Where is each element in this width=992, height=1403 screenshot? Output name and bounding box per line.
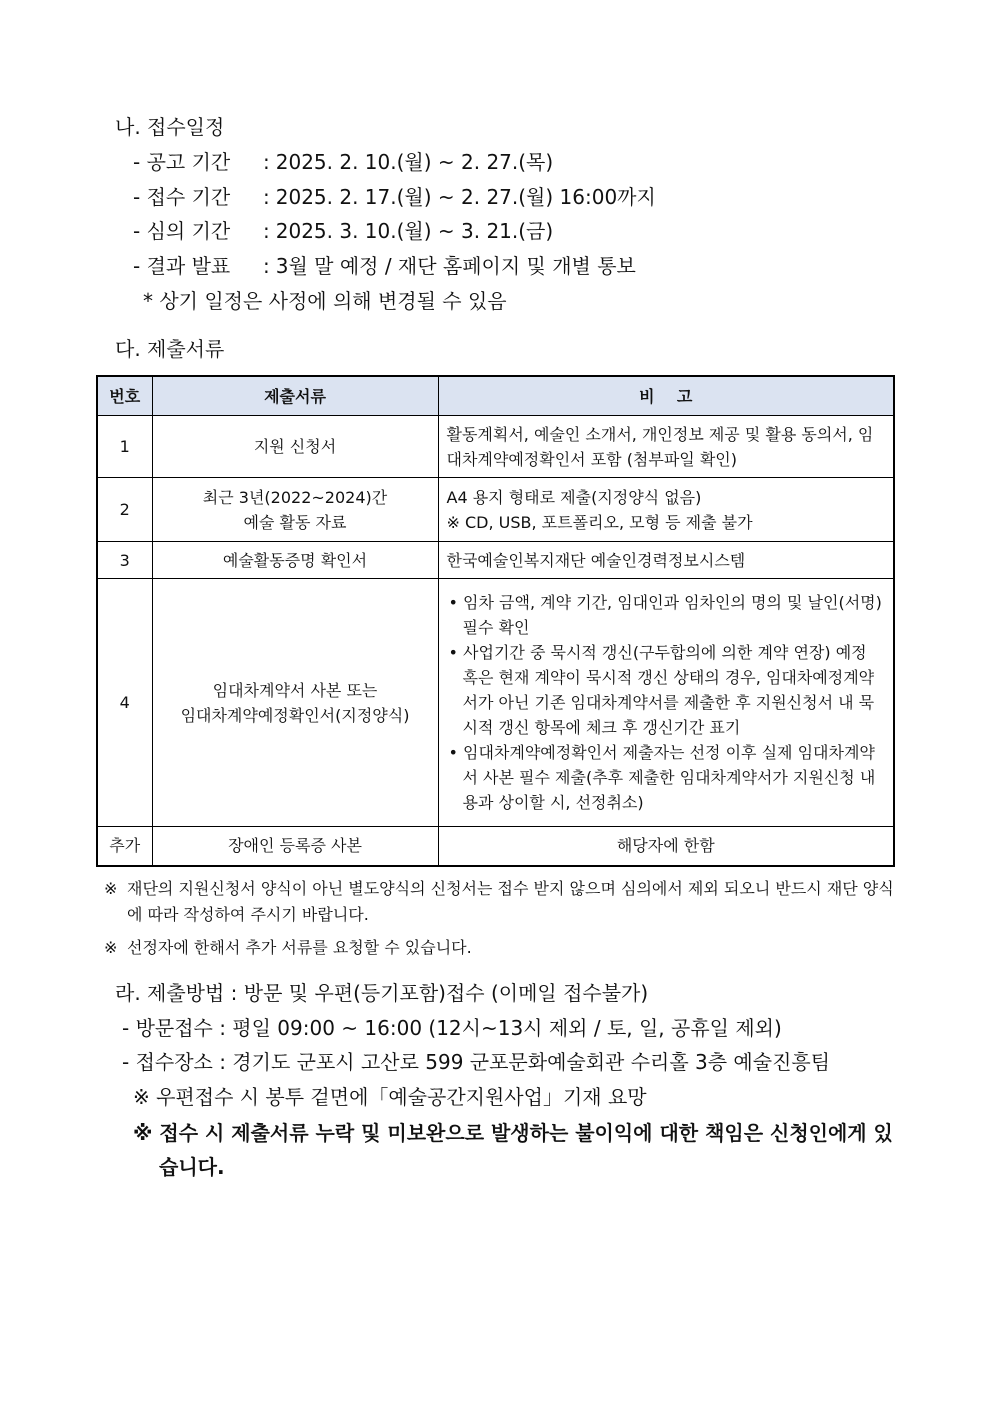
schedule-item-value: 2025. 2. 17.(월) ~ 2. 27.(월) 16:00까지: [275, 185, 656, 209]
row-document: [152, 579, 438, 827]
method-heading: 라. 제출방법 : 방문 및 우편(등기포함)접수 (이메일 접수불가): [115, 981, 649, 1005]
footnote: [104, 876, 904, 928]
row-document: [152, 416, 438, 478]
column-header-document: 제출서류: [152, 376, 438, 416]
schedule-item-label: - 심의 기간: [133, 219, 231, 243]
bullet-icon: •: [448, 643, 458, 662]
remark-text: 임차 금액, 계약 기간, 임대인과 임차인의 명의 및 날인(서명) 필수 확인: [462, 593, 882, 637]
method-note: ※ 우편접수 시 봉투 겉면에「예술공간지원사업」기재 요망: [133, 1085, 647, 1109]
footnote: [104, 935, 904, 961]
schedule-item-label: - 공고 기간: [133, 150, 231, 174]
column-header-remark: 비 고: [438, 376, 894, 416]
bullet-icon: •: [448, 593, 458, 612]
row-number: 3: [97, 542, 152, 579]
schedule-item-announce: - 공고 기간 : 2025. 2. 10.(월) ~ 2. 27.(목): [133, 147, 553, 177]
reference-mark-icon: ※: [104, 879, 118, 898]
column-header-no: 번호: [97, 376, 152, 416]
method-item-location: - 접수장소 : 경기도 군포시 고산로 599 군포문화예술회관 수리홀 3층 예술진흥팀: [122, 1050, 831, 1074]
table-row: [97, 542, 894, 579]
remark-text: 임대차계약예정확인서 제출자는 선정 이후 실제 임대차계약서 사본 필수 제출(추후 제출한 임대차계약서가 지원신청 내용과 상이할 시, 선정취소): [462, 743, 876, 812]
document-name: 지원 신청서: [253, 437, 337, 456]
table-row: [97, 478, 894, 542]
row-number: 1: [97, 416, 152, 478]
schedule-heading: 나. 접수일정: [115, 115, 225, 139]
footnote-text: 선정자에 한해서 추가 서류를 요청할 수 있습니다.: [127, 938, 472, 957]
schedule-item-value: 3월 말 예정 / 재단 홈페이지 및 개별 통보: [275, 254, 636, 278]
document-name: 임대차계약예정확인서(지정양식): [180, 705, 410, 725]
schedule-item-value: 2025. 2. 10.(월) ~ 2. 27.(목): [275, 150, 554, 174]
row-number: 2: [97, 478, 152, 542]
row-remark: [438, 416, 894, 478]
table-row: [97, 827, 894, 866]
method-bold-note: [133, 1116, 903, 1184]
schedule-note: * 상기 일정은 사정에 의해 변경될 수 있음: [143, 289, 507, 313]
remark-text: 활동계획서, 예술인 소개서, 개인정보 제공 및 활용 동의서, 임대차계약예정확인서 포함 (첨부파일 확인): [446, 424, 874, 469]
bold-note-text: ※ 접수 시 제출서류 누락 및 미보완으로 발생하는 불이익에 대한 책임은 신청인에게 있습니다.: [133, 1121, 893, 1179]
table-row: [97, 416, 894, 478]
schedule-item-label: - 접수 기간: [133, 185, 231, 209]
row-document: [152, 478, 438, 542]
remark-bullet: [447, 640, 886, 740]
remark-text: 해당자에 한함: [616, 836, 715, 856]
row-remark: [438, 579, 894, 827]
schedule-item-result: - 결과 발표 : 3월 말 예정 / 재단 홈페이지 및 개별 통보: [133, 251, 636, 281]
method-item-visit: - 방문접수 : 평일 09:00 ~ 16:00 (12시~13시 제외 / 토, 일, 공휴일 제외): [122, 1016, 782, 1040]
table-header-row: [97, 376, 894, 416]
document-name: 예술 활동 자료: [243, 512, 347, 532]
footnote-text: 재단의 지원신청서 양식이 아닌 별도양식의 신청서는 접수 받지 않으며 심의에서 제외 되오니 반드시 재단 양식에 따라 작성하여 주시기 바랍니다.: [127, 879, 894, 924]
remark-text: 한국예술인복지재단 예술인경력정보시스템: [446, 550, 746, 570]
bullet-icon: •: [448, 743, 458, 762]
row-document: [152, 827, 438, 866]
reference-mark-icon: ※: [104, 938, 118, 957]
row-number: 4: [97, 579, 152, 827]
row-remark: [438, 827, 894, 866]
remark-text: A4 용지 형태로 제출(지정양식 없음): [446, 487, 702, 507]
table-row: [97, 579, 894, 827]
document-name: 임대차계약서 사본 또는: [212, 680, 378, 700]
document-name: 예술활동증명 확인서: [222, 550, 368, 570]
document-name: 최근 3년(2022~2024)간: [202, 487, 388, 507]
row-document: [152, 542, 438, 579]
remark-text: ※ CD, USB, 포트폴리오, 모형 등 제출 불가: [446, 512, 753, 532]
schedule-item-label: - 결과 발표: [133, 254, 231, 278]
document-name: 장애인 등록증 사본: [228, 836, 362, 856]
schedule-item-value: 2025. 3. 10.(월) ~ 3. 21.(금): [275, 219, 554, 243]
row-number: 추가: [97, 827, 152, 866]
schedule-item-review: - 심의 기간 : 2025. 3. 10.(월) ~ 3. 21.(금): [133, 216, 553, 246]
documents-table: [96, 375, 895, 867]
remark-text: 사업기간 중 묵시적 갱신(구두합의에 의한 계약 연장) 예정 혹은 현재 계약이 묵시적 갱신 상태의 경우, 임대차예정계약서가 아닌 기존 임대차계약서를 제출한 후 지원신청서 내 묵시적 갱신 항목에 체크 후 갱신기간 표기: [462, 643, 875, 737]
remark-bullet: [447, 740, 886, 815]
schedule-item-receipt: - 접수 기간 : 2025. 2. 17.(월) ~ 2. 27.(월) 16:00까지: [133, 182, 656, 212]
remark-bullet: [447, 590, 886, 640]
row-remark: [438, 478, 894, 542]
documents-heading: 다. 제출서류: [115, 337, 225, 361]
row-remark: [438, 542, 894, 579]
